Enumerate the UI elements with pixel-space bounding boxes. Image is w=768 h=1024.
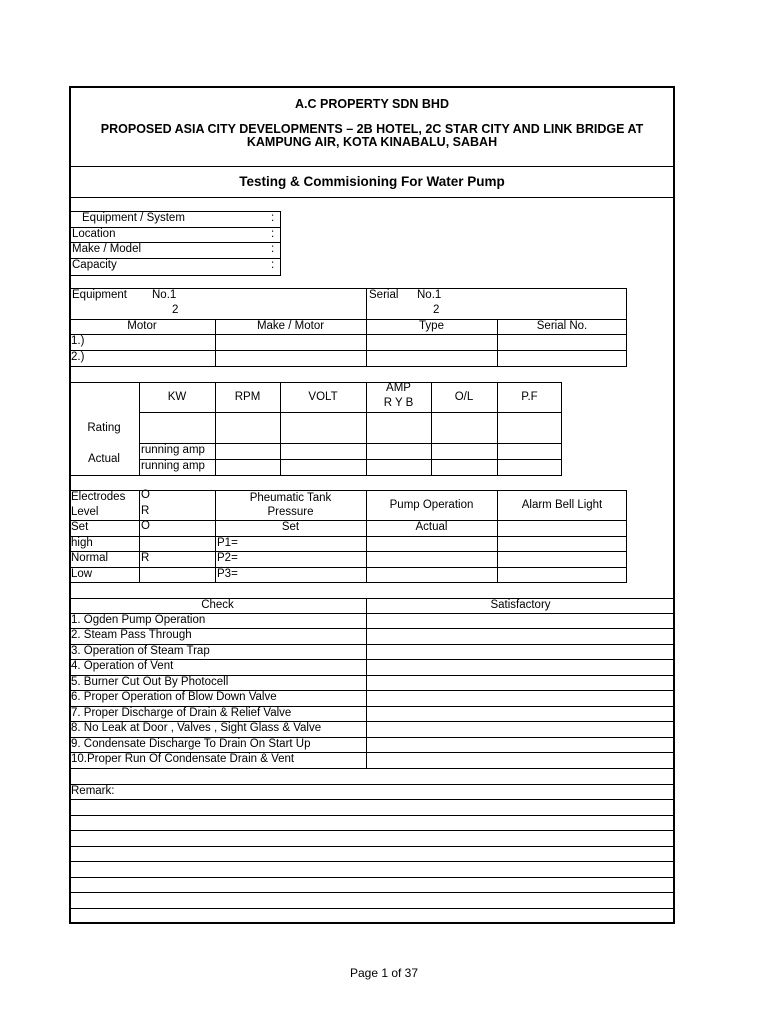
make-motor-header: Make / Motor	[256, 320, 325, 332]
colon: :	[271, 212, 275, 224]
p2-label: P2=	[217, 552, 238, 564]
make-model-label: Make / Model	[72, 243, 142, 255]
rating-label: Rating	[87, 422, 121, 434]
set-o-mark: O	[141, 520, 150, 532]
colon: :	[271, 228, 275, 240]
pf-header: P.F	[521, 391, 538, 403]
running-amp-label: running amp	[141, 460, 205, 472]
location-label: Location	[72, 228, 116, 240]
page-number: Page 1 of 37	[349, 966, 419, 980]
o-mark: O	[141, 489, 150, 501]
check-item: 8. No Leak at Door , Valves , Sight Glass & Valve	[71, 722, 322, 734]
rpm-header: RPM	[234, 391, 261, 403]
amp-header: AMP	[386, 382, 411, 394]
volt-header: VOLT	[308, 391, 338, 403]
normal-label: Normal	[71, 552, 109, 564]
capacity-label: Capacity	[72, 259, 117, 271]
electrodes-label: Electrodes	[71, 491, 126, 503]
pneumatic-tank-header: Pheumatic Tank	[249, 492, 332, 504]
serial-no-header: Serial No.	[536, 320, 588, 332]
running-amp-label: running amp	[141, 444, 205, 456]
r-mark: R	[141, 505, 150, 517]
set-column-header: Set	[281, 521, 300, 533]
ol-header: O/L	[454, 391, 474, 403]
alarm-bell-light-header: Alarm Bell Light	[521, 499, 603, 511]
project-title: PROPOSED ASIA CITY DEVELOPMENTS – 2B HOTEL, 2C STAR CITY AND LINK BRIDGE AT KAMPUNG AIR, KOTA KINABALU, SABAH	[100, 122, 644, 149]
motor-header: Motor	[127, 320, 157, 332]
high-label: high	[71, 537, 93, 549]
serial-no2: 2	[433, 304, 440, 316]
kw-header: KW	[167, 391, 187, 403]
remark-label: Remark:	[71, 785, 115, 797]
set-label: Set	[71, 521, 89, 533]
actual-label: Actual	[88, 453, 120, 465]
check-item: 2. Steam Pass Through	[71, 629, 192, 641]
equipment-no1: No.1	[152, 289, 177, 301]
satisfactory-header: Satisfactory	[490, 599, 551, 611]
low-label: Low	[71, 568, 93, 580]
form-title: Testing & Commisioning For Water Pump	[71, 166, 673, 198]
pressure-header: Pressure	[267, 506, 314, 518]
row-2-label: 2.)	[71, 351, 85, 363]
serial-no1: No.1	[417, 289, 442, 301]
actual-column-header: Actual	[415, 521, 448, 533]
check-item: 9. Condensate Discharge To Drain On Start Up	[71, 738, 311, 750]
ryb-header: R Y B	[383, 397, 414, 409]
form-header	[71, 88, 673, 167]
colon: :	[271, 243, 275, 255]
serial-label: Serial	[369, 289, 399, 301]
check-header: Check	[201, 599, 234, 611]
row-1-label: 1.)	[71, 335, 85, 347]
normal-r-mark: R	[141, 552, 150, 564]
check-item: 10.Proper Run Of Condensate Drain & Vent	[71, 753, 295, 765]
check-item: 4. Operation of Vent	[71, 660, 174, 672]
check-item: 6. Proper Operation of Blow Down Valve	[71, 691, 277, 703]
check-item: 5. Burner Cut Out By Photocell	[71, 676, 229, 688]
check-item: 1. Ogden Pump Operation	[71, 614, 206, 626]
check-item: 7. Proper Discharge of Drain & Relief Valve	[71, 707, 292, 719]
level-label: Level	[71, 506, 99, 518]
equipment-label: Equipment	[72, 289, 127, 301]
equipment-no2: 2	[172, 304, 179, 316]
check-item: 3. Operation of Steam Trap	[71, 645, 210, 657]
pump-operation-header: Pump Operation	[389, 499, 474, 511]
p1-label: P1=	[217, 537, 238, 549]
type-header: Type	[419, 320, 444, 332]
equipment-system-label: Equipment / System	[82, 212, 185, 224]
p3-label: P3=	[217, 568, 238, 580]
company-name: A.C PROPERTY SDN BHD	[295, 97, 449, 111]
colon: :	[271, 259, 275, 271]
